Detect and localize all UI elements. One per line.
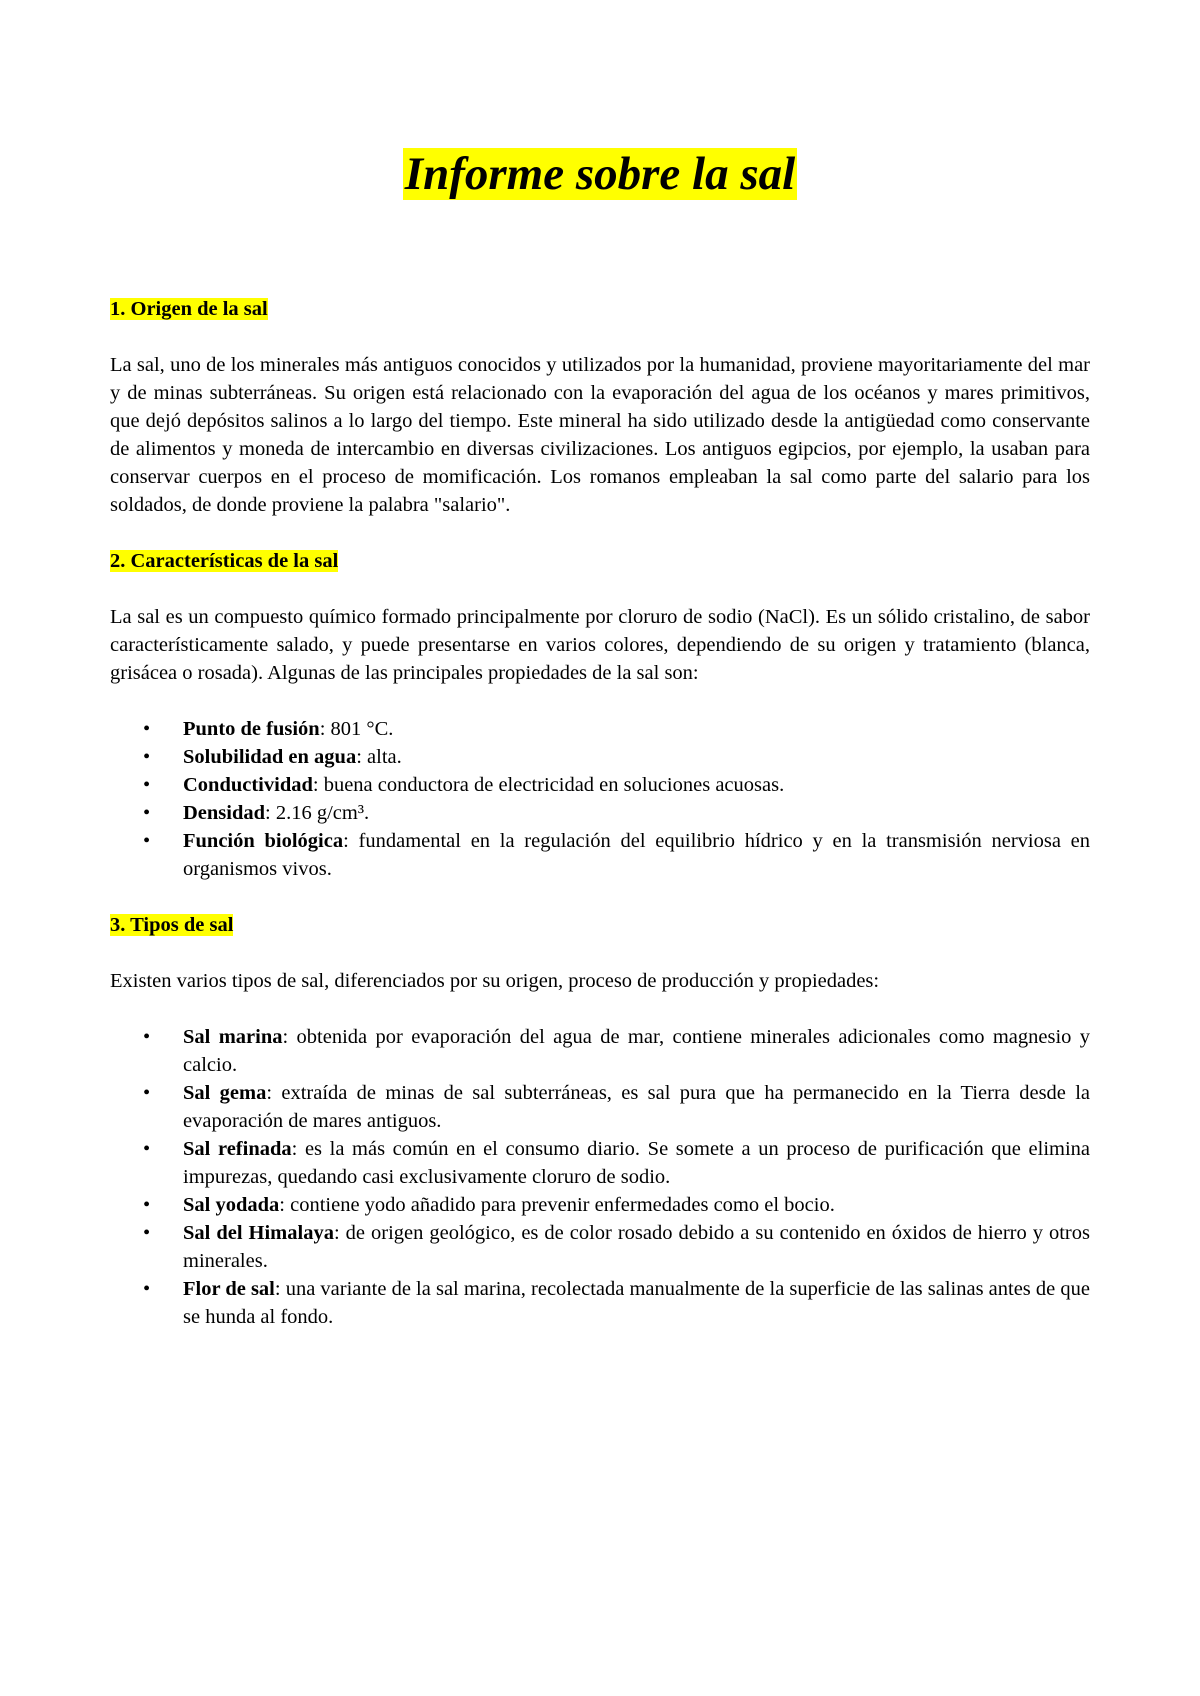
title-block — [110, 145, 1090, 203]
list-item-text: : contiene yodo añadido para prevenir enfermedades como el bocio. — [279, 1194, 835, 1216]
section-heading-text: 2. Características de la sal — [110, 550, 339, 572]
section-paragraph: La sal es un compuesto químico formado principalmente por cloruro de sodio (NaCl). Es un sólido cristalino, de sabor característicamente salado, y puede presentarse en varios colores, dependiendo de su origen y tratamiento (blanca, grisácea o rosada). Algunas de las principales propiedades de la sal son: — [110, 606, 1090, 684]
list-item — [110, 743, 1090, 771]
bullet-icon: • — [143, 802, 151, 824]
list-item-term: Punto de fusión — [183, 718, 320, 740]
properties-list — [110, 715, 1090, 883]
list-item-term: Densidad — [183, 802, 266, 824]
list-item-text: : buena conductora de electricidad en soluciones acuosas. — [312, 774, 785, 796]
list-item-text: : fundamental en la regulación del equilibrio hídrico y en la transmisión nerviosa en organismos vivos. — [183, 830, 1090, 880]
list-item-text: : alta. — [356, 746, 402, 768]
section-tipos — [110, 911, 1090, 1331]
list-item-term: Sal del Himalaya — [183, 1222, 334, 1244]
types-list — [110, 1023, 1090, 1331]
section-heading — [110, 547, 1090, 575]
list-item-text: : una variante de la sal marina, recolectada manualmente de la superficie de las salinas antes de que se hunda al fondo. — [183, 1278, 1090, 1328]
section-heading-text: 3. Tipos de sal — [110, 914, 234, 936]
list-item-text: : de origen geológico, es de color rosado debido a su contenido en óxidos de hierro y otros minerales. — [183, 1222, 1090, 1272]
bullet-icon: • — [143, 746, 151, 768]
section-origen — [110, 295, 1090, 519]
list-item — [110, 715, 1090, 743]
list-item — [110, 827, 1090, 883]
list-item-term: Sal marina — [183, 1026, 283, 1048]
bullet-icon: • — [143, 1278, 151, 1300]
list-item-term: Flor de sal — [183, 1278, 275, 1300]
list-item-text: : extraída de minas de sal subterráneas, es sal pura que ha permanecido en la Tierra desde la evaporación de mares antiguos. — [183, 1082, 1090, 1132]
list-item — [110, 799, 1090, 827]
section-heading — [110, 295, 1090, 323]
bullet-icon: • — [143, 1138, 151, 1160]
bullet-icon: • — [143, 1082, 151, 1104]
section-paragraph: Existen varios tipos de sal, diferenciados por su origen, proceso de producción y propiedades: — [110, 970, 880, 992]
list-item — [110, 771, 1090, 799]
list-item-term: Conductividad — [183, 774, 313, 796]
list-item-term: Función biológica — [183, 830, 344, 852]
bullet-icon: • — [143, 1194, 151, 1216]
list-item-text: : 2.16 g/cm³. — [265, 802, 370, 824]
list-item — [110, 1135, 1090, 1191]
list-item — [110, 1079, 1090, 1135]
list-item-text: : 801 °C. — [319, 718, 394, 740]
list-item-term: Solubilidad en agua — [183, 746, 357, 768]
section-caracteristicas — [110, 547, 1090, 883]
section-heading-text: 1. Origen de la sal — [110, 298, 268, 320]
list-item — [110, 1275, 1090, 1331]
list-item-term: Sal yodada — [183, 1194, 280, 1216]
bullet-icon: • — [143, 1026, 151, 1048]
list-item — [110, 1023, 1090, 1079]
bullet-icon: • — [143, 830, 151, 852]
list-item — [110, 1219, 1090, 1275]
bullet-icon: • — [143, 718, 151, 740]
section-heading — [110, 911, 1090, 939]
bullet-icon: • — [143, 1222, 151, 1244]
list-item-text: : es la más común en el consumo diario. Se somete a un proceso de purificación que elimina impurezas, quedando casi exclusivamente cloruro de sodio. — [183, 1138, 1091, 1188]
list-item-term: Sal refinada — [183, 1138, 292, 1160]
list-item-term: Sal gema — [183, 1082, 267, 1104]
list-item — [110, 1191, 1090, 1219]
bullet-icon: • — [143, 774, 151, 796]
list-item-text: : obtenida por evaporación del agua de mar, contiene minerales adicionales como magnesio y calcio. — [183, 1026, 1091, 1076]
section-paragraph: La sal, uno de los minerales más antiguos conocidos y utilizados por la humanidad, proviene mayoritariamente del mar y de minas subterráneas. Su origen está relacionado con la evaporación del agua de los océanos y mares primitivos, que dejó depósitos salinos a lo largo del tiempo. Este mineral ha sido utilizado desde la antigüedad como conservante de alimentos y moneda de intercambio en diversas civilizaciones. Los antiguos egipcios, por ejemplo, la usaban para conservar cuerpos en el proceso de momificación. Los romanos empleaban la sal como parte del salario para los soldados, de donde proviene la palabra "salario". — [110, 354, 1090, 516]
document-title: Informe sobre la sal — [404, 148, 796, 200]
